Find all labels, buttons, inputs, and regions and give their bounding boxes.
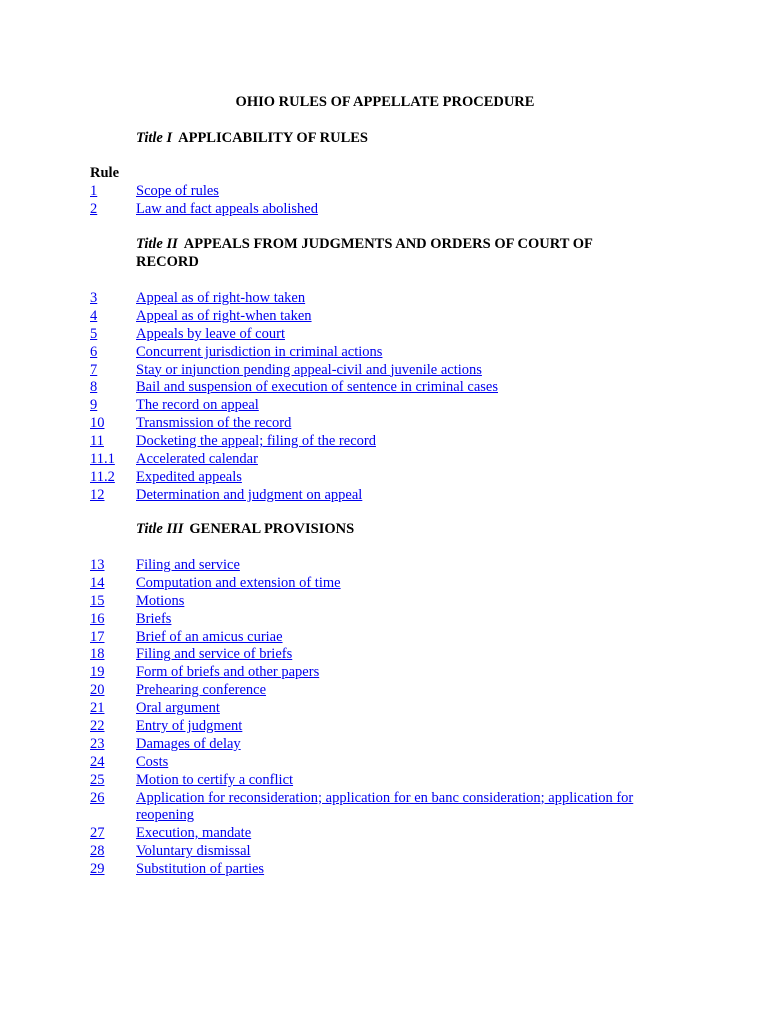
rule-row [0, 682, 770, 700]
rule-number-link[interactable]: 27 [90, 825, 105, 842]
rule-title-link[interactable]: Law and fact appeals abolished [136, 200, 318, 217]
rule-title-link[interactable]: Transmission of the record [136, 415, 292, 432]
rule-row [0, 344, 770, 362]
rule-row [0, 557, 770, 575]
rule-title-link[interactable]: Damages of delay [136, 735, 241, 752]
rule-title-link[interactable]: Stay or injunction pending appeal-civil and juvenile actions [136, 361, 482, 378]
section-label: Title II [136, 236, 178, 252]
rule-title-link[interactable]: Brief of an amicus curiae [136, 628, 283, 645]
rule-list-title-1 [0, 183, 770, 219]
section-title: APPLICABILITY OF RULES [178, 130, 368, 146]
rule-title-link[interactable]: Filing and service [136, 557, 240, 573]
rule-row [0, 754, 770, 772]
rule-title-link[interactable]: Computation and extension of time [136, 574, 341, 591]
rule-number-link[interactable]: 14 [90, 574, 105, 591]
rule-list-title-3 [0, 557, 770, 879]
rule-title-link[interactable]: Execution, mandate [136, 825, 252, 842]
rule-row [0, 843, 770, 861]
rule-title-link[interactable]: Appeal as of right-when taken [136, 307, 312, 324]
rule-number-link[interactable]: 11.1 [90, 451, 115, 468]
rule-number-link[interactable]: 20 [90, 682, 105, 699]
rule-title-link[interactable]: Motions [136, 592, 185, 609]
rule-title-link[interactable]: Form of briefs and other papers [136, 664, 320, 681]
rule-number-link[interactable]: 15 [90, 592, 105, 609]
rule-row [0, 487, 770, 505]
section-label: Title I [136, 130, 173, 146]
rule-number-link[interactable]: 18 [90, 646, 105, 663]
rule-row [0, 772, 770, 790]
rule-row [0, 664, 770, 682]
rule-number-link[interactable]: 17 [90, 628, 105, 645]
rule-number-link[interactable]: 24 [90, 753, 105, 770]
rule-number-link[interactable]: 22 [90, 718, 105, 735]
section-label: Title III [136, 521, 184, 537]
rule-number-link[interactable]: 4 [90, 307, 98, 324]
rule-title-link[interactable]: Scope of rules [136, 183, 219, 199]
rule-title-link[interactable]: Voluntary dismissal [136, 843, 251, 860]
rule-number-link[interactable]: 8 [90, 379, 98, 396]
rule-row [0, 379, 770, 397]
rule-row [0, 451, 770, 469]
rule-row [0, 646, 770, 664]
rule-row [0, 629, 770, 647]
rule-row [0, 736, 770, 754]
rule-title-link[interactable]: Prehearing conference [136, 682, 267, 699]
section-heading-title-2 [136, 236, 626, 272]
section-heading-title-1 [136, 130, 656, 148]
rule-title-link[interactable]: Substitution of parties [136, 861, 265, 878]
rule-row [0, 201, 770, 219]
rule-row [0, 433, 770, 451]
section-title: GENERAL PROVISIONS [189, 521, 355, 537]
section-title: APPEALS FROM JUDGMENTS AND ORDERS OF COURT OF RECORD [136, 236, 593, 270]
rule-title-link[interactable]: Appeals by leave of court [136, 325, 285, 342]
rule-row [0, 593, 770, 611]
rule-number-link[interactable]: 21 [90, 700, 105, 717]
rule-number-link[interactable]: 25 [90, 771, 105, 788]
rule-row [0, 611, 770, 629]
rule-row [0, 290, 770, 308]
rule-number-link[interactable]: 29 [90, 861, 105, 878]
rule-row [0, 183, 770, 201]
rule-title-link[interactable]: Costs [136, 753, 169, 770]
rule-number-link[interactable]: 7 [90, 361, 98, 378]
rule-row [0, 308, 770, 326]
rule-number-link[interactable]: 3 [90, 290, 98, 306]
rule-row [0, 790, 770, 826]
document-title: OHIO RULES OF APPELLATE PROCEDURE [235, 94, 535, 110]
rule-number-link[interactable]: 12 [90, 486, 105, 503]
rule-row [0, 397, 770, 415]
rule-title-link[interactable]: Docketing the appeal; filing of the record [136, 433, 376, 450]
rule-number-link[interactable]: 23 [90, 735, 105, 752]
rule-row [0, 415, 770, 433]
rule-title-link[interactable]: Bail and suspension of execution of sentence in criminal cases [136, 379, 498, 396]
rule-number-link[interactable]: 2 [90, 200, 98, 217]
rule-row [0, 861, 770, 879]
rule-column-heading: Rule [90, 165, 119, 181]
rule-title-link[interactable]: Accelerated calendar [136, 451, 258, 468]
rule-row [0, 700, 770, 718]
rule-number-link[interactable]: 16 [90, 610, 105, 627]
rule-title-link[interactable]: Determination and judgment on appeal [136, 486, 363, 503]
rule-number-link[interactable]: 5 [90, 325, 98, 342]
rule-row [0, 575, 770, 593]
rule-number-link[interactable]: 9 [90, 397, 98, 414]
rule-row [0, 718, 770, 736]
rule-number-link[interactable]: 26 [90, 789, 105, 806]
rule-row [0, 825, 770, 843]
rule-number-link[interactable]: 13 [90, 557, 105, 573]
rule-title-link[interactable]: The record on appeal [136, 397, 259, 414]
rule-number-link[interactable]: 11.2 [90, 468, 115, 485]
rule-list-title-2 [0, 290, 770, 505]
rule-number-link[interactable]: 11 [90, 433, 104, 450]
rule-title-link[interactable]: Entry of judgment [136, 718, 243, 735]
section-heading-title-3 [136, 521, 656, 539]
rule-number-link[interactable]: 28 [90, 843, 105, 860]
rule-title-link[interactable]: Filing and service of briefs [136, 646, 293, 663]
rule-title-link[interactable]: Concurrent jurisdiction in criminal actions [136, 343, 383, 360]
rule-number-link[interactable]: 6 [90, 343, 98, 360]
rule-title-link[interactable]: Motion to certify a conflict [136, 771, 294, 788]
rule-number-link[interactable]: 19 [90, 664, 105, 681]
rule-row [0, 469, 770, 487]
rule-title-link[interactable]: Expedited appeals [136, 468, 242, 485]
rule-row [0, 326, 770, 344]
rule-title-link[interactable]: Briefs [136, 610, 172, 627]
rule-number-link[interactable]: 10 [90, 415, 105, 432]
rule-title-link[interactable]: Appeal as of right-how taken [136, 290, 306, 306]
rule-row [0, 362, 770, 380]
rule-title-link[interactable]: Application for reconsideration; application for en banc consideration; application for reopening [136, 789, 634, 824]
rule-title-link[interactable]: Oral argument [136, 700, 220, 717]
rule-number-link[interactable]: 1 [90, 183, 98, 199]
